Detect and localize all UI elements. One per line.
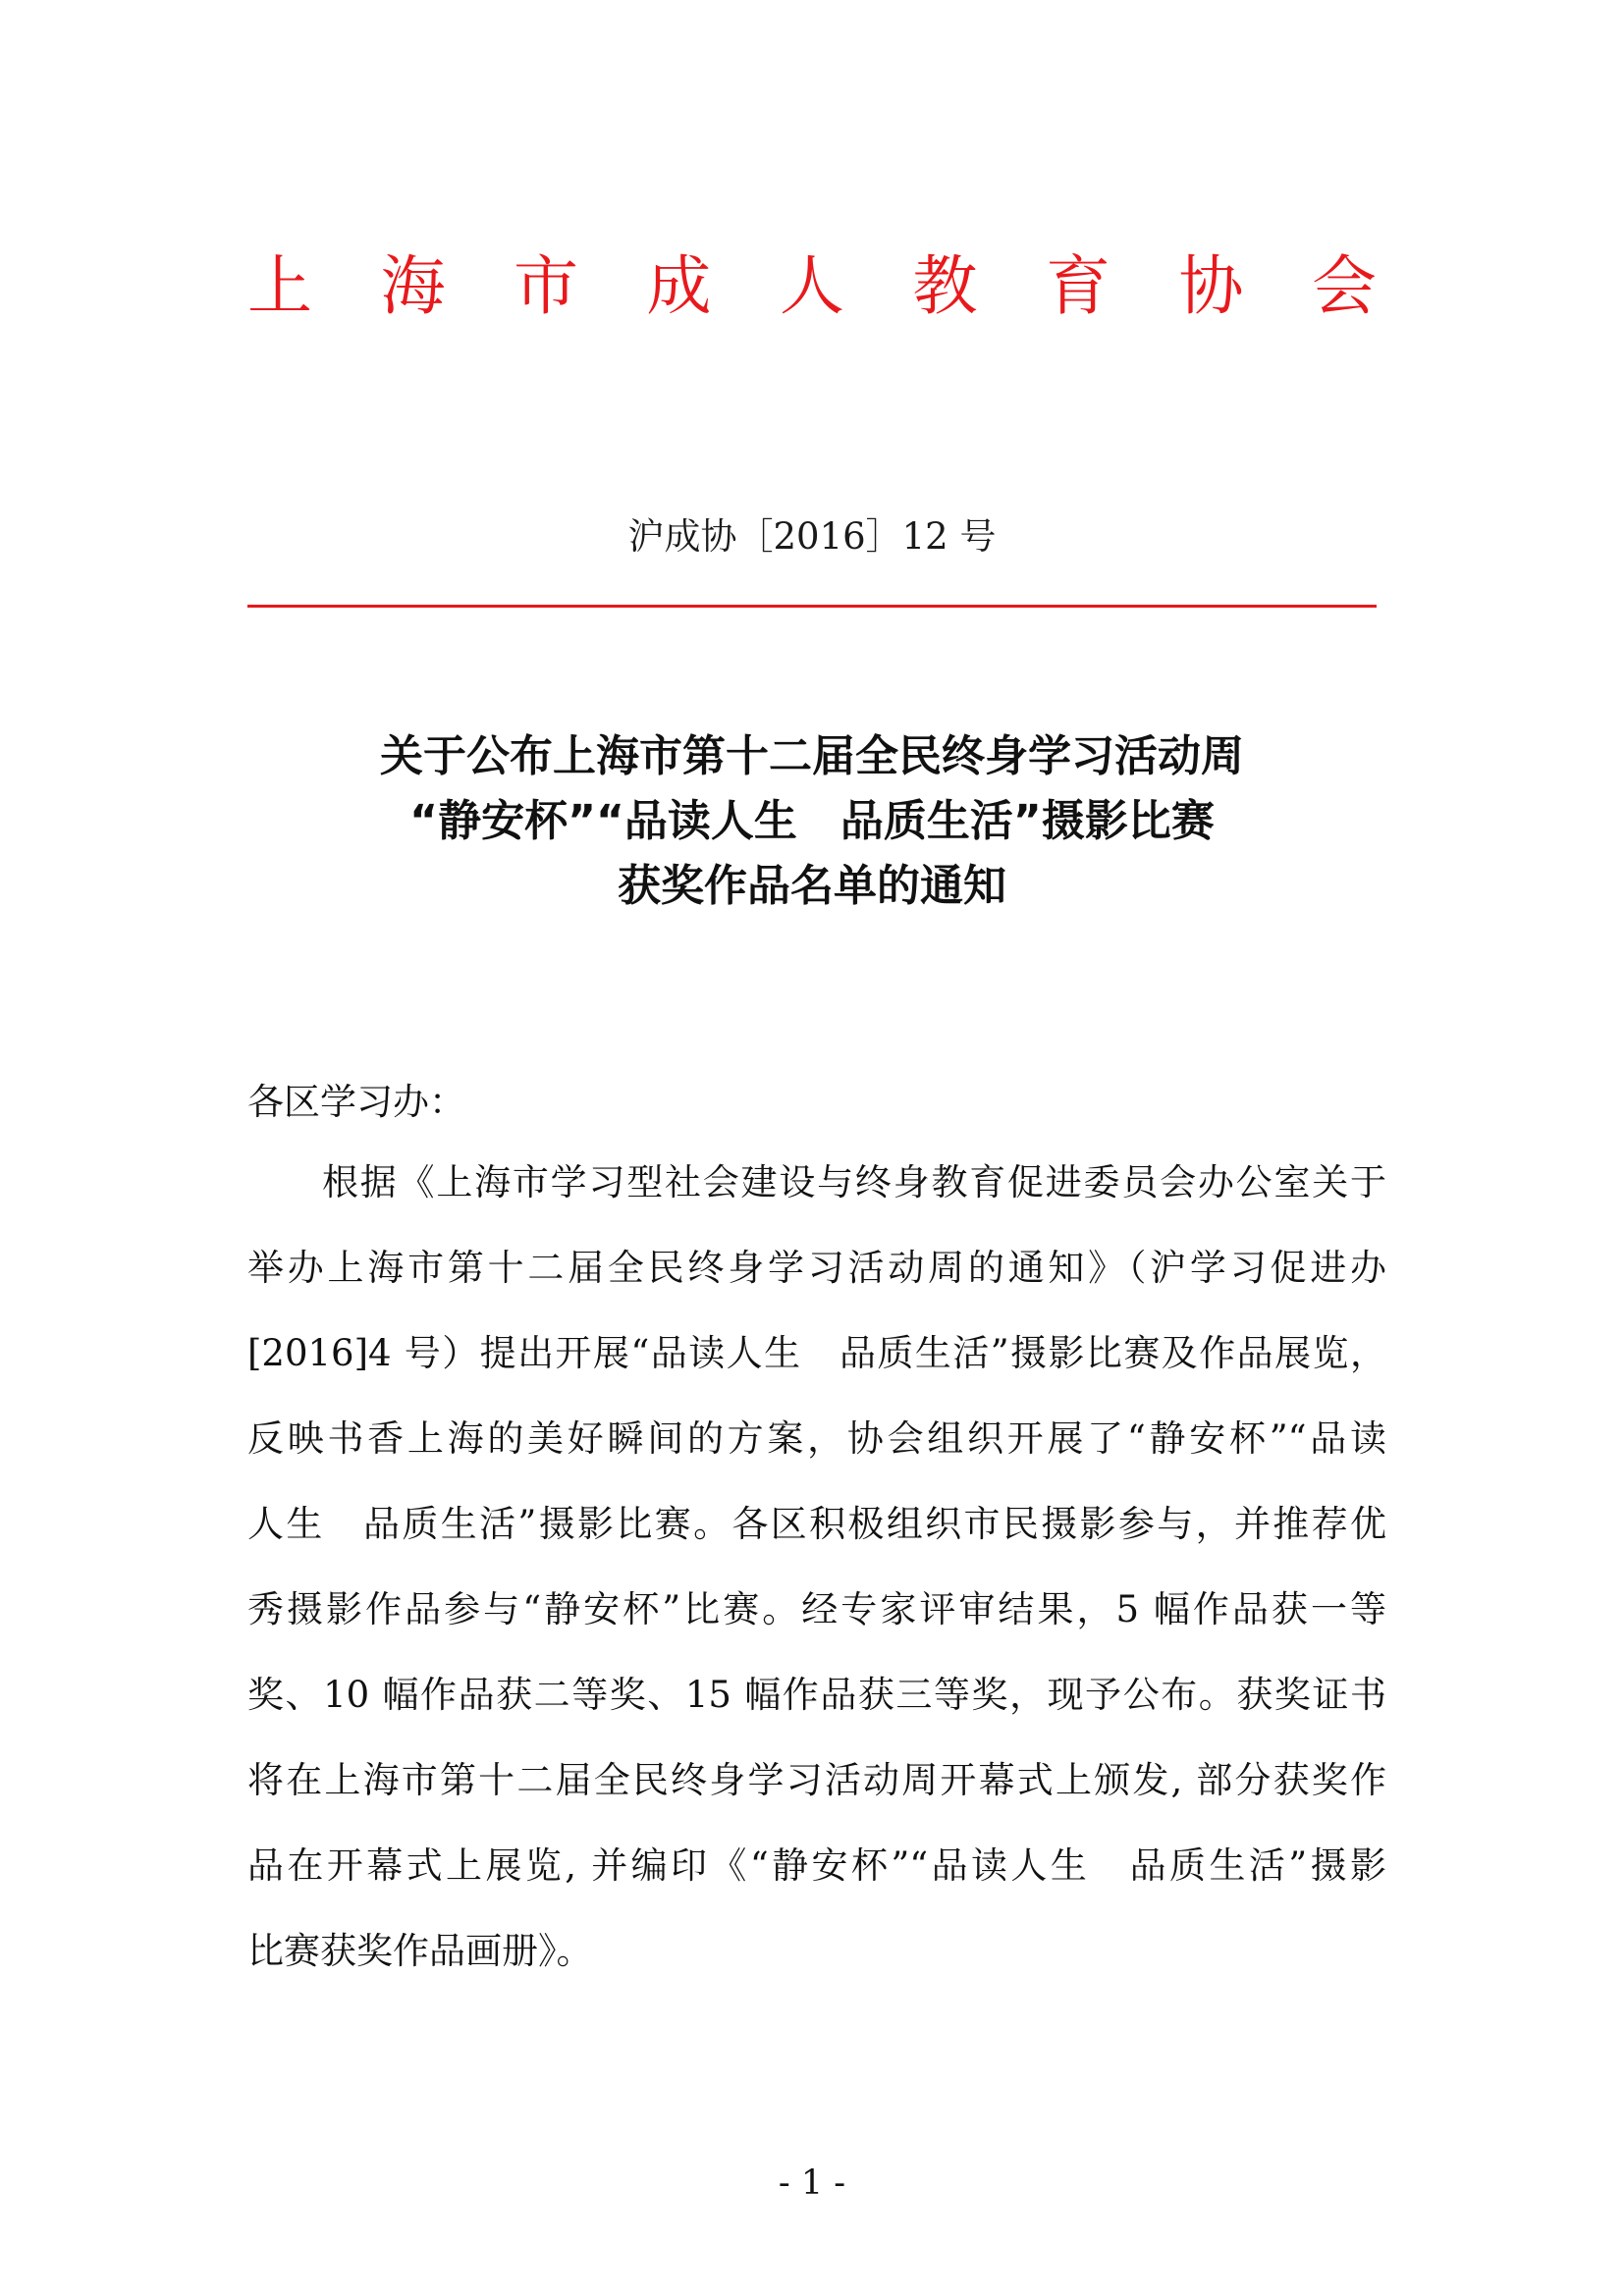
body-line: 反映书香上海的美好瞬间的方案，协会组织开展了“静安杯”“品读 bbox=[247, 1417, 1386, 1460]
org-name-char: 市 bbox=[514, 247, 578, 324]
body-line: 举办上海市第十二届全民终身学习活动周的通知》（沪学习促进办 bbox=[247, 1247, 1386, 1289]
body-line: 奖、10 幅作品获二等奖、15 幅作品获三等奖，现予公布。获奖证书 bbox=[247, 1674, 1386, 1716]
org-name-char: 育 bbox=[1046, 247, 1110, 324]
title-line: 获奖作品名单的通知 bbox=[618, 861, 1006, 911]
org-name-char: 上 bbox=[247, 247, 312, 324]
salutation: 各区学习办： bbox=[247, 1081, 465, 1123]
body-line: 品在开幕式上展览, 并编印《“静安杯”“品读人生 品质生活”摄影 bbox=[247, 1844, 1386, 1887]
body-line: 将在上海市第十二届全民终身学习活动周开幕式上颁发, 部分获奖作 bbox=[247, 1759, 1386, 1801]
org-name-char: 会 bbox=[1312, 247, 1377, 324]
body-paragraph bbox=[247, 1158, 1386, 2012]
title-line: 关于公布上海市第十二届全民终身学习活动周 bbox=[380, 731, 1244, 781]
body-line: 人生 品质生活”摄影比赛。各区积极组织市民摄影参与，并推荐优 bbox=[247, 1503, 1386, 1545]
organization-header bbox=[247, 236, 1377, 324]
document-number: 沪成协［2016］12 号 bbox=[627, 515, 997, 558]
page-number: - 1 - bbox=[778, 2163, 846, 2203]
org-name-char: 协 bbox=[1178, 247, 1244, 324]
org-name-char: 成 bbox=[646, 247, 712, 324]
org-name-char: 人 bbox=[780, 247, 844, 324]
body-line: 秀摄影作品参与“静安杯”比赛。经专家评审结果，5 幅作品获一等 bbox=[247, 1588, 1386, 1630]
notice-title bbox=[0, 724, 1624, 919]
body-line: 根据《上海市学习型社会建设与终身教育促进委员会办公室关于 bbox=[322, 1161, 1386, 1203]
red-divider-line bbox=[247, 605, 1377, 608]
title-line: “静安杯”“品读人生 品质生活”摄影比赛 bbox=[409, 796, 1215, 846]
org-name-char: 教 bbox=[912, 247, 978, 324]
body-line: 比赛获奖作品画册》。 bbox=[247, 1930, 593, 1972]
org-name-char: 海 bbox=[380, 247, 446, 324]
body-line: [2016]4 号）提出开展“品读人生 品质生活”摄影比赛及作品展览， bbox=[247, 1332, 1386, 1374]
